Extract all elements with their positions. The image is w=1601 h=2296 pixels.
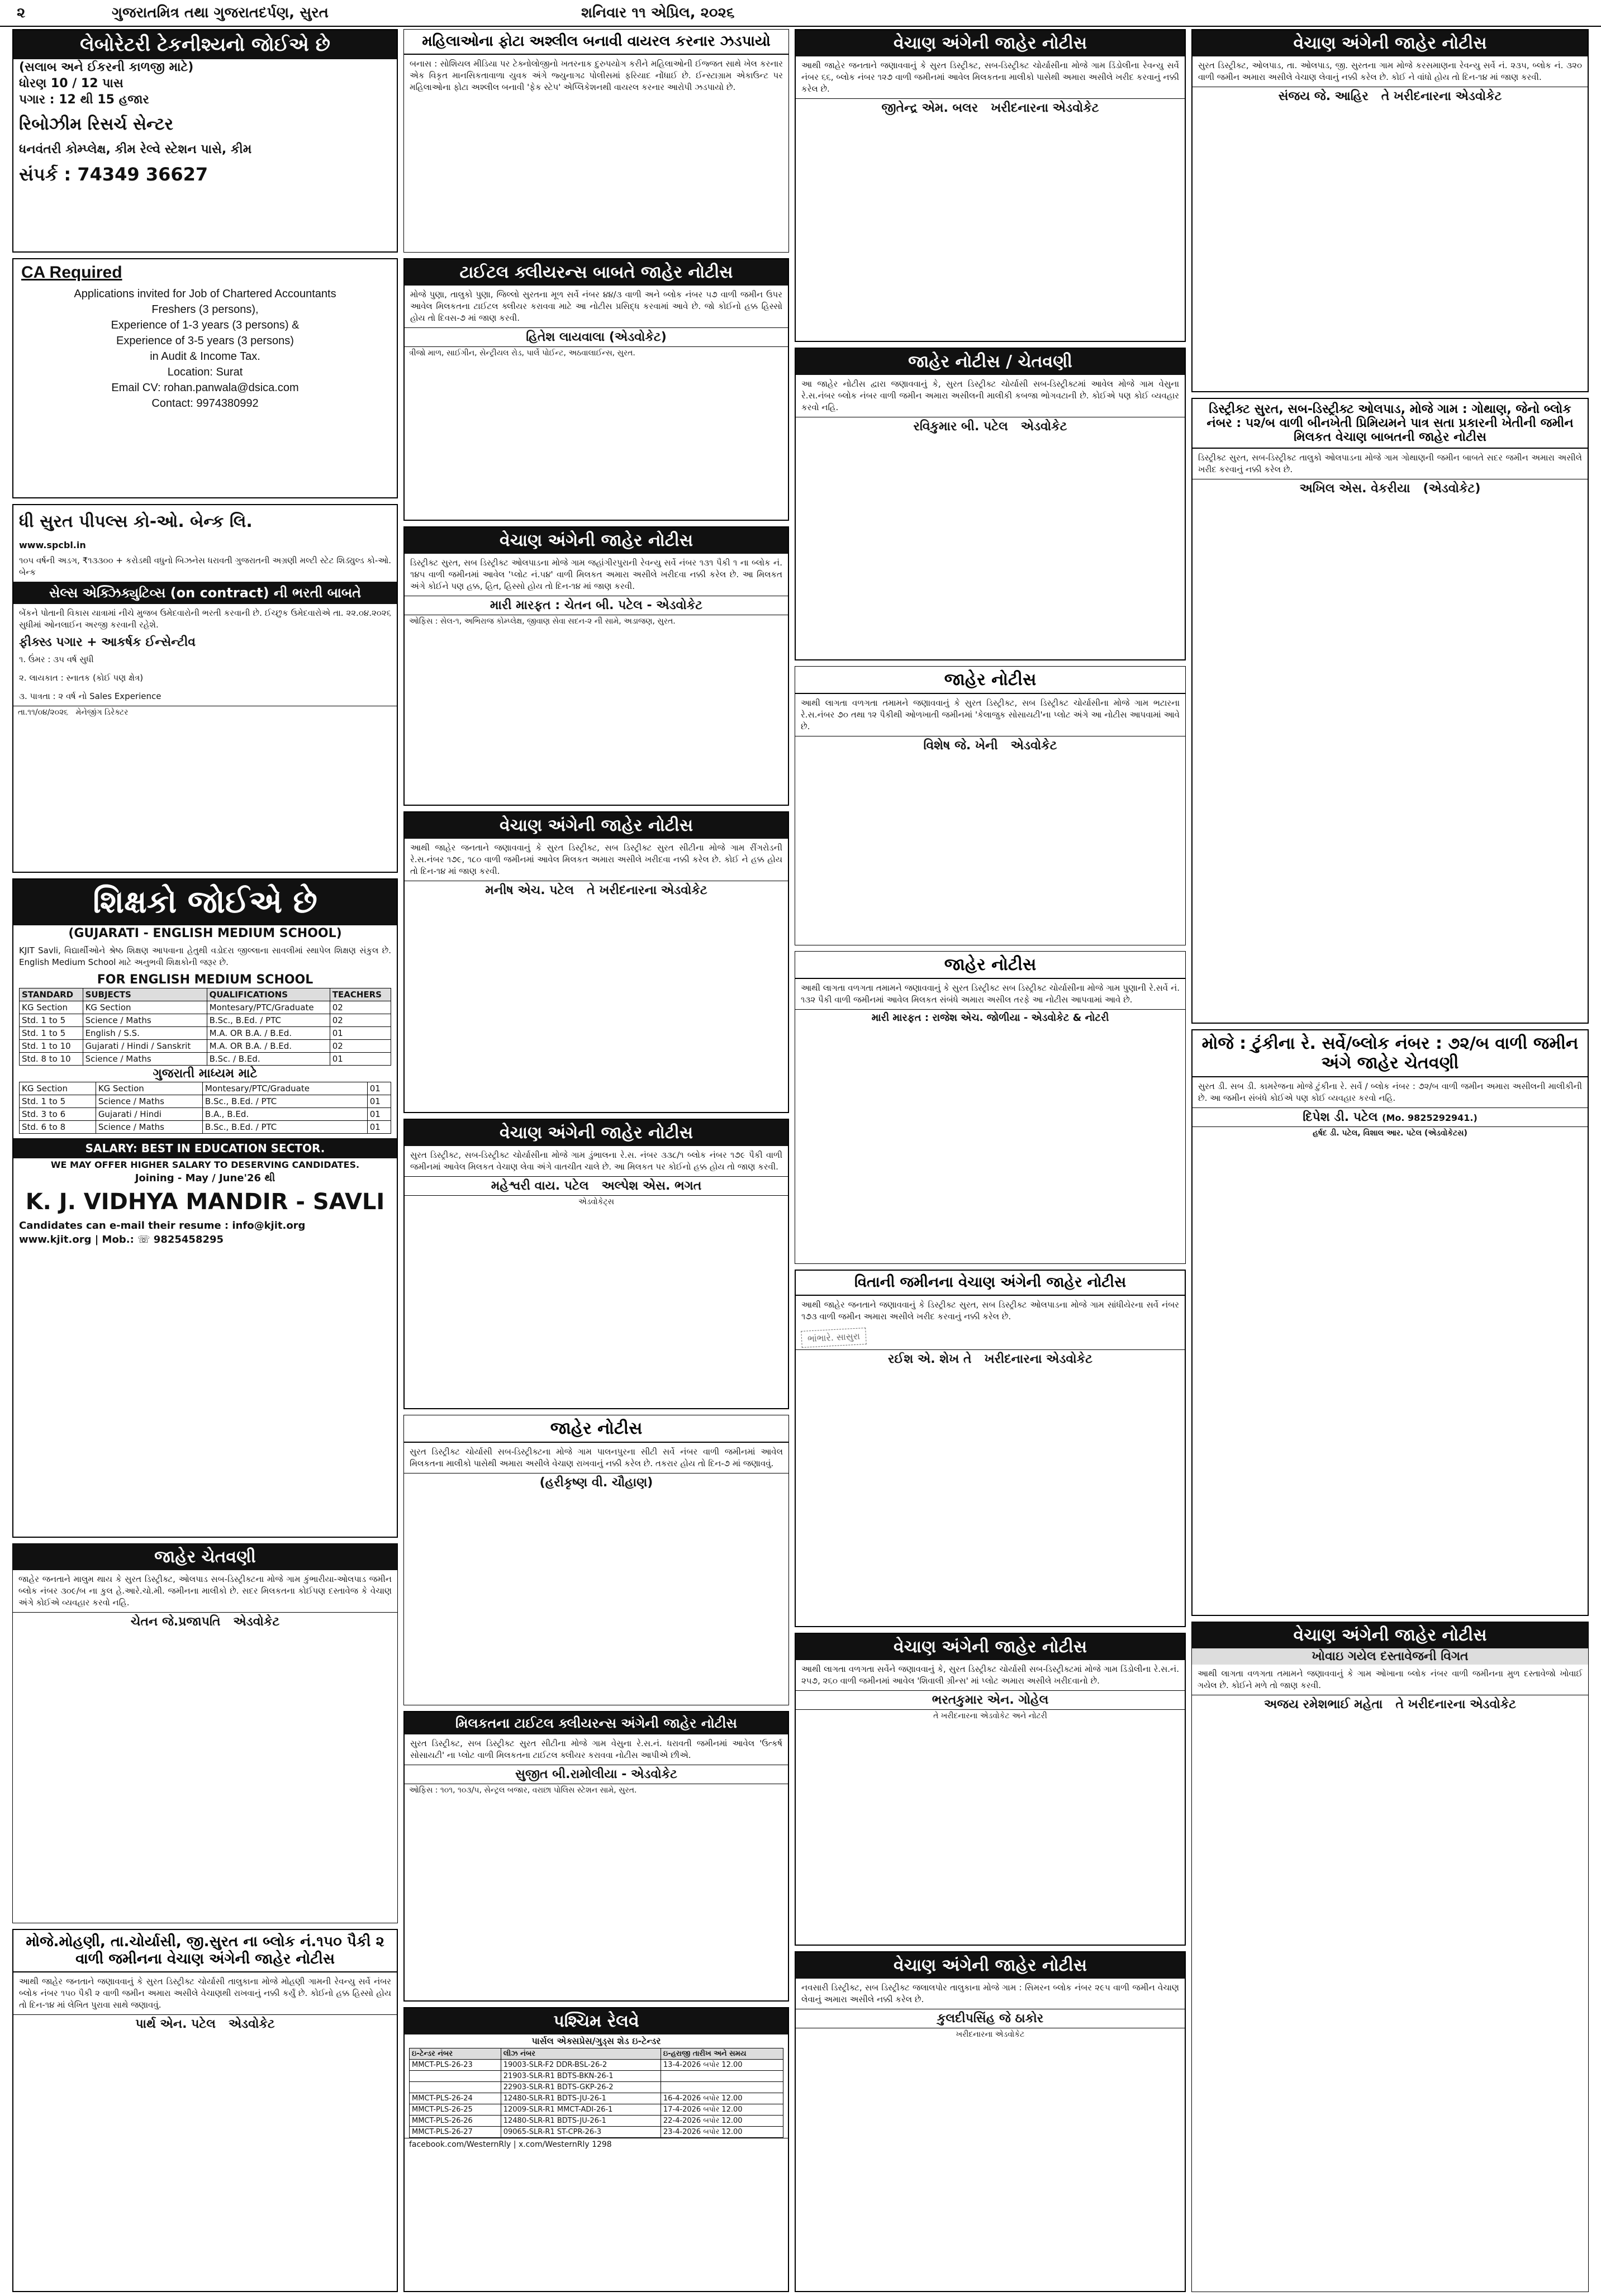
sale3-title: વેચાણ અંગેની જાહેર નોટીસ bbox=[405, 1120, 788, 1146]
sale-b-role: (એડવોકેટ) bbox=[1423, 482, 1481, 496]
sale-c-sign: અજય રમેશભાઈ મહેતા bbox=[1263, 1698, 1383, 1712]
sale-b-body: ડિસ્ટ્રીક્ટ સુરત, સબ-ડિસ્ટ્રીક્ટ તાલુકો ઓલપાડના મોજે ગામ ગોથાણની જમીન બાબતે સદર જમીન અમારા અસીલે ખરીદ કરવાનું નક્કી કરેલ છે. bbox=[1198, 453, 1582, 474]
column-2 bbox=[403, 29, 789, 2292]
sale-a-title: વેચાણ અંગેની જાહેર નોટીસ bbox=[1193, 30, 1588, 56]
sale2-title: વેચાણ અંગેની જાહેર નોટીસ bbox=[405, 812, 788, 839]
teacher-sub: (GUJARATI - ENGLISH MEDIUM SCHOOL) bbox=[68, 926, 342, 940]
ca-line: Freshers (3 persons), bbox=[151, 303, 259, 316]
title-clear-address: ત્રીજો માળ, સાઈગીન, સેન્ટ્રીયલ રોડ, પાર્લે પોઈન્ટ, અઠવાલાઈન્સ, સુરત. bbox=[405, 346, 788, 359]
sale3-sign-2: અલ્પેશ એસ. ભગત bbox=[601, 1179, 702, 1193]
warning-role: એડવોકેટ bbox=[233, 1615, 280, 1629]
sale-bottom-title: વેચાણ અંગેની જાહેર નોટીસ bbox=[796, 1952, 1185, 1979]
sale2-sign: મનીષ એચ. પટેલ bbox=[485, 883, 574, 897]
title-clearance-notice bbox=[403, 258, 789, 521]
lab-pay: પગાર : 12 થી 15 હજાર bbox=[19, 93, 149, 107]
bank-pay: ફીક્સ્ડ પગાર + આકર્ષક ઈન્સેન્ટીવ bbox=[19, 635, 196, 649]
notice5-title: મિલકતના ટાઈટલ ક્લીયરન્સ અંગેની જાહેર નોટીસ bbox=[405, 1712, 788, 1734]
sale3-body: સુરત ડિસ્ટ્રીક્ટ, સબ-ડિસ્ટ્રીક્ટ ચોર્યાસીના મોજે ગામ ડુંભાલના રે.સ. નંબર ૩૩૮/૧ બ્લોક નંબર ૧૭૯ પૈકી વાળી જમીનમાં આવેલ મિલકત વેચાણ લેવા અંગે વાતચીત ચાલે છે. આ મિલકત પર કોઈનો હક્ક હોય તો જાણ કરવી. bbox=[410, 1150, 782, 1172]
col-head: TEACHERS bbox=[330, 988, 391, 1001]
cell: 19003-SLR-F2 DDR-BSL-26-2 bbox=[501, 2060, 661, 2071]
sale-top-sign: જીતેન્દ્ર એમ. બલર bbox=[881, 101, 978, 115]
cell: B.Sc., B.Ed. / PTC bbox=[202, 1121, 367, 1134]
lab-address: ધનવંતરી કોમ્પ્લેક્ષ, કીમ રેલ્વે સ્ટેશન પાસે, કીમ bbox=[19, 142, 252, 156]
bank-body: બેંકને પોતાની વિકાસ યાત્રામાં નીચે મુજબ ઉમેદવારોની ભરતી કરવાની છે. ઈચ્છુક ઉમેદવારોએ તા. ૨૨.૦૪.૨૦૨૬ સુધીમાં ઓનલાઈન અરજી કરવાની રહેશે. bbox=[19, 608, 391, 630]
railway-table bbox=[409, 2048, 783, 2138]
cell: Gujarati / Hindi bbox=[96, 1108, 202, 1121]
warning-sign: ચેતન જે.પ્રજાપતિ bbox=[130, 1615, 221, 1629]
bank-sign: મેનેજીંગ ડિરેક્ટર bbox=[75, 708, 129, 717]
cell: MMCT-PLS-26-24 bbox=[410, 2093, 501, 2104]
ca-line: Location: Surat bbox=[167, 366, 243, 378]
sale3-role: એડવોકેટ્સ bbox=[405, 1195, 788, 1208]
sale1-address: ઓફિસ : સેલ-૧, અભિરાજ કોમ્પ્લેક્ષ, જીવાણ સેવા સદન-૨ ની સામે, અડાજણ, સુરત. bbox=[405, 615, 788, 628]
cell: 22903-SLR-R1 BDTS-GKP-26-2 bbox=[501, 2082, 661, 2093]
cell: M.A. OR B.A. / B.Ed. bbox=[207, 1027, 330, 1040]
table-row bbox=[20, 1053, 391, 1066]
table-row bbox=[410, 2116, 783, 2127]
cell: B.Sc., B.Ed. / PTC bbox=[202, 1095, 367, 1108]
cell: KG Section bbox=[20, 1082, 96, 1095]
cell: 01 bbox=[330, 1027, 391, 1040]
cell: Science / Maths bbox=[83, 1053, 207, 1066]
sale-b-sign: અખિલ એસ. વેકરીયા bbox=[1299, 482, 1410, 496]
notice-warning bbox=[795, 348, 1186, 660]
school-email: Candidates can e-mail their resume : info@kjit.org bbox=[19, 1220, 306, 1232]
table-row bbox=[20, 1121, 391, 1134]
ca-title: CA Required bbox=[21, 263, 122, 282]
cell: M.A. OR B.A. / B.Ed. bbox=[207, 1040, 330, 1053]
land-sale-sign: રઈશ એ. શેખ તે bbox=[888, 1352, 972, 1366]
table-row bbox=[20, 1014, 391, 1027]
cell: Science / Maths bbox=[96, 1095, 202, 1108]
cell: 23-4-2026 બપોર 12.00 bbox=[661, 2127, 783, 2138]
notice-warn-body: આ જાહેર નોટીસ દ્વારા જણાવવાનું કે, સુરત ડિસ્ટ્રીક્ટ ચોર્યાસી સબ-ડિસ્ટ્રીક્ટમાં આવેલ મોજે ગામ વેસુના રે.સ.નંબર બ્લોક નંબર વાળી જમીન અમારા અસીલની માલીકી કબજા ભોગવટાની છે. કોઈએ પણ કોઈ વ્યવહાર કરવો નહિ. bbox=[801, 379, 1179, 412]
notice4-body: સુરત ડિસ્ટ્રીક્ટ ચોર્યાસી સબ-ડિસ્ટ્રીક્ટના મોજે ગામ પાલનપુરના સીટી સર્વે નંબર વાળી જમીનમાં આવેલ મિલકતના માલીકો પાસેથી અમારા અસીલે વેચાણ રાખવાનું નક્કી કરેલ છે. તકરાર હોય તો દિન-૭ માં જણાવવું. bbox=[410, 1447, 783, 1468]
cell: Std. 1 to 5 bbox=[20, 1095, 96, 1108]
land-sale-notice bbox=[795, 1270, 1186, 1627]
notice-warn-title: જાહેર નોટીસ / ચેતવણી bbox=[796, 349, 1185, 375]
ca-line: in Audit & Income Tax. bbox=[150, 350, 260, 363]
cell: Science / Maths bbox=[83, 1014, 207, 1027]
ca-line: Applications invited for Job of Chartered Accountants bbox=[74, 288, 336, 300]
bank-title: ધી સુરત પીપલ્સ કો-ઓ. બેન્ક લિ. bbox=[19, 512, 253, 531]
cell: 12480-SLR-R1 BDTS-JU-26-1 bbox=[501, 2093, 661, 2104]
lab-company: રિબોઝીમ રિસર્ચ સેન્ટર bbox=[19, 115, 174, 134]
sale-mid-body: આથી લાગતા વળગતા સર્વેને જણાવવાનું કે, સુરત ડિસ્ટ્રીક્ટ ચોર્યાસી સબ-ડિસ્ટ્રીક્ટમાં મોજે ગામ ડિંડોલીના રે.સ.નં. ૨૫૭, ૨૬૦ વાળી જમીનમાં આવેલ 'શિવાલી ગ્રીન્સ' માં પ્લોટ અમારા અસીલે ખરીદવાનો છે. bbox=[801, 1664, 1179, 1686]
women-title: મહિલાઓના ફોટા અશ્લીલ બનાવી વાયરલ કરનાર ઝડપાયો bbox=[404, 30, 788, 55]
sale1-body: ડિસ્ટ્રીક્ટ સુરત, સબ ડિસ્ટ્રીક્ટ ઓલપાડના મોજે ગામ જહાંગીરપુરાની રેવન્યુ સર્વે નંબર ૧૩૧ પૈકી ૧ ના બ્લોક નં. ૧૪૫ વાળી જમીનમાં આવેલ 'પ્લોટ નં.૫૪' વાળી મિલકત અમારા અસીલે ખરીદવા નક્કી કરેલ છે. આ મિલકત અંગે કોઈને પણ હક્ક, હિત, હિસ્સો હોય તો દિન-૧૪ માં જાણ કરવી. bbox=[410, 558, 782, 591]
ca-line: Experience of 1-3 years (3 persons) & bbox=[111, 319, 300, 331]
table-row bbox=[410, 2093, 783, 2104]
mojeh-sign: પાર્થ એન. પટેલ bbox=[135, 2017, 216, 2031]
cell bbox=[661, 2071, 783, 2082]
cell: 02 bbox=[330, 1040, 391, 1053]
notice5-body: સુરત ડિસ્ટ્રીક્ટ, સબ ડિસ્ટ્રીક્ટ સુરત સીટીના મોજે ગામ વેસુના રે.સ.નં. ધરાવતી જમીનમાં આવેલ 'ઉત્કર્ષ સોસાયટી' ના પ્લોટ વાળી મિલકતના ટાઈટલ ક્લીયર કરાવવા નોટીસ આપીએ છીએ. bbox=[410, 1738, 782, 1760]
cell: 02 bbox=[330, 1014, 391, 1027]
title-clear-sign: હિતેશ લાયવાલા (એડવોકેટ) bbox=[405, 327, 788, 346]
cell bbox=[661, 2082, 783, 2093]
ca-line: Experience of 3-5 years (3 persons) bbox=[116, 335, 294, 347]
tunki-body: સુરત ડી. સબ ડી. કામરેજના મોજે ટુંકીના રે. સર્વે / બ્લોક નંબર : ૭૨/બ વાળી જમીન અમારા અસીલની માલીકીની છે. આ જમીન સંબંધે કોઈએ પણ કોઈ વ્યવહાર કરવો નહિ. bbox=[1198, 1081, 1582, 1103]
sale-bottom-sign: કુલદીપસિંહ જે ઠાકોર bbox=[937, 2012, 1044, 2026]
table-row bbox=[20, 1001, 391, 1014]
sale-notice-b bbox=[1191, 398, 1589, 1024]
cell: KG Section bbox=[96, 1082, 202, 1095]
cell: MMCT-PLS-26-23 bbox=[410, 2060, 501, 2071]
railway-footer: facebook.com/WesternRly | x.com/WesternRly 1298 bbox=[405, 2138, 788, 2151]
salary-line: SALARY: BEST IN EDUCATION SECTOR. bbox=[13, 1138, 397, 1158]
sale-notice-1 bbox=[403, 526, 789, 806]
ca-ad bbox=[12, 258, 398, 498]
ca-email: Email CV: rohan.panwala@dsica.com bbox=[111, 382, 299, 394]
cell bbox=[410, 2082, 501, 2093]
cell: B.Sc., B.Ed. / PTC bbox=[207, 1014, 330, 1027]
table-row bbox=[20, 1040, 391, 1053]
cell: 01 bbox=[367, 1121, 391, 1134]
table-row bbox=[20, 1082, 391, 1095]
table-row bbox=[20, 1108, 391, 1121]
notice5-address: ઓફિસ : ૧૦૧, ૧૦૩/૫, સેન્ટ્રલ બજાર, વરાછા પોલિસ સ્ટેશન સામે, સુરત. bbox=[405, 1784, 788, 1796]
cell: 16-4-2026 બપોર 12.00 bbox=[661, 2093, 783, 2104]
cell: 02 bbox=[330, 1001, 391, 1014]
sale-notice-2 bbox=[403, 811, 789, 1113]
cell: Std. 8 to 10 bbox=[20, 1053, 83, 1066]
cell: B.Sc. / B.Ed. bbox=[207, 1053, 330, 1066]
notice-5 bbox=[403, 1711, 789, 2002]
sale3-sign: મહેશ્વરી વાય. પટેલ bbox=[491, 1179, 589, 1193]
mojeh-title: મોજે.મોહણી, તા.ચોર્યાસી, જી.સુરત ના બ્લોક નં.૧૫૦ પૈકી ૨ વાળી જમીનના વેચાણ અંગેની જાહેર નોટીસ bbox=[13, 1930, 397, 1972]
cell: B.A., B.Ed. bbox=[202, 1108, 367, 1121]
cell: 09065-SLR-R1 ST-CPR-26-3 bbox=[501, 2127, 661, 2138]
tunki-title: મોજે : ટુંકીના રે. સર્વે/બ્લોક નંબર : ૭૨/બ વાળી જમીન અંગે જાહેર ચેતવણી bbox=[1193, 1030, 1588, 1077]
cell: 12009-SLR-R1 MMCT-ADI-26-1 bbox=[501, 2104, 661, 2116]
land-sale-body: આથી જાહેર જનતાને જણાવવાનું કે ડિસ્ટ્રીક્ટ સુરત, સબ ડિસ્ટ્રીક્ટ ઓલપાડના મોજે ગામ સાંધીયેરના સર્વે નંબર ૧૭૩ વાળી જમીન અમારા અસીલે ખરીદ કરવાનું નક્કી કરેલ છે. bbox=[801, 1300, 1179, 1321]
sale-notice-a bbox=[1191, 29, 1589, 392]
column-3 bbox=[795, 29, 1186, 2292]
joining: Joining - May / June'26 થી bbox=[135, 1172, 275, 1184]
sale-c-role: તે ખરીદનારના એડવોકેટ bbox=[1395, 1698, 1517, 1712]
bank-req: ૧. ઉંમર : ૩૫ વર્ષ સુધી bbox=[19, 654, 94, 664]
bank-notice: ૧૦૫ વર્ષની અડગ, ₹૧૩૩૦૦ + કરોડથી વધુનો બિઝનેસ ધરાવતી ગુજરાતની અગ્રણી મલ્ટી સ્ટેટ શિડ્યુલ્ડ કો-ઓ. બેન્ક bbox=[19, 555, 391, 577]
sale-c-body: આથી લાગતા વળગતા તમામને જણાવવાનું કે ગામ ઓખાના બ્લોક નંબર વાળી જમીનના મુળ દસ્તાવેજો ખોવાઈ ગયેલ છે. કોઈને મળે તો જાણ કરવી. bbox=[1198, 1668, 1583, 1690]
table-row bbox=[410, 2104, 783, 2116]
sale1-sign-pre: મારી મારફત : bbox=[490, 598, 560, 612]
vishesh-role: એડવોકેટ bbox=[1010, 739, 1057, 753]
cell: 01 bbox=[367, 1108, 391, 1121]
notice5-sign: સુજીત બી.રામોલીયા - એડવોકેટ bbox=[405, 1765, 788, 1784]
cell: KG Section bbox=[20, 1001, 83, 1014]
teacher-title: શિક્ષકો જોઈએ છે bbox=[13, 880, 397, 925]
teacher-ad bbox=[12, 878, 398, 1538]
sale-top-role: ખરીદનારના એડવોકેટ bbox=[991, 101, 1099, 115]
bank-date: તા.૧૧/૦૪/૨૦૨૬ bbox=[18, 708, 69, 717]
col-head: લીઝ નંબર bbox=[501, 2048, 661, 2060]
railway-tender bbox=[403, 2007, 789, 2292]
cell: Std. 6 to 8 bbox=[20, 1121, 96, 1134]
tunki-sign: દિપેશ ડી. પટેલ bbox=[1303, 1110, 1378, 1124]
cell: Std. 1 to 5 bbox=[20, 1027, 83, 1040]
sale1-title: વેચાણ અંગેની જાહેર નોટીસ bbox=[405, 527, 788, 554]
rajesh-body: આથી લાગતા વળગતા તમામને જણાવવાનું કે સુરત ડિસ્ટ્રીક્ટ સબ ડિસ્ટ્રીક્ટ ચોર્યાસીના મોજે ગામ પુણાની રે.સર્વે નં. ૧૩૨ પૈકી વાળી જમીનમાં આવેલ મિલકત સંબંધે અમારા અસીલ તરફે આ નોટીસ આપવામાં આવે છે. bbox=[801, 983, 1180, 1005]
sale-bottom-role: ખરીદનારના એડવોકેટ bbox=[796, 2028, 1185, 2041]
notice-warn-role: એડવોકેટ bbox=[1020, 420, 1067, 434]
notice-vishesh bbox=[795, 666, 1186, 945]
cell: 01 bbox=[330, 1053, 391, 1066]
cell: English / S.S. bbox=[83, 1027, 207, 1040]
lab-title: લેબોરેટરી ટેકનીશ્યનો જોઈએ છે bbox=[13, 30, 397, 59]
lab-ad bbox=[12, 29, 398, 253]
notice4-title: જાહેર નોટીસ bbox=[404, 1415, 788, 1443]
cell: Std. 1 to 5 bbox=[20, 1014, 83, 1027]
sale-a-body: સુરત ડિસ્ટ્રીક્ટ, ઓલપાડ, તા. ઓલપાડ, જી. સુરતના ગામ મોજે કરસમાણના રેવન્યુ સર્વે નં. ૨૩૫, બ્લોક નં. ૩૨૦ વાળી જમીન અમારા અસીલે વેચાણ લેવાનું નક્કી કરેલ છે. કોઈ ને વાંધો હોય તો દિન-૧૪ માં જાણ કરવી. bbox=[1198, 60, 1582, 82]
notice4-sign: (હરીકૃષ્ણ વી. ચૌહાણ) bbox=[404, 1473, 788, 1492]
cell: Montesary/PTC/Graduate bbox=[207, 1001, 330, 1014]
teacher-intro: KJIT Savli, વિદ્યાર્થીઓને શ્રેષ્ઠ શિક્ષણ આપવાના હેતુથી વડોદરા જીલ્લાના સાવલીમાં સ્થાપેલ શિક્ષણ સંકુલ છે. English Medium School માટે અનુભવી શિક્ષકોની જરૂર છે. bbox=[19, 945, 391, 967]
lab-req: ધોરણ 10 / 12 પાસ bbox=[19, 77, 123, 91]
sale-notice-bottom bbox=[795, 1951, 1186, 2292]
sale2-role: તે ખરીદનારના એડવોકેટ bbox=[586, 883, 707, 897]
mojeh-notice bbox=[12, 1929, 398, 2292]
table-row bbox=[20, 1027, 391, 1040]
school-web: www.kjit.org | Mob.: ☏ 9825458295 bbox=[19, 1234, 224, 1246]
sale2-body: આથી જાહેર જનતાને જણાવવાનું કે સુરત ડિસ્ટ્રીક્ટ, સબ ડિસ્ટ્રીક્ટ સુરત સીટીના મોજે ગામ રીંગરોડની રે.સ.નંબર ૧૭૯, ૧૮૦ વાળી જમીનમાં આવેલ મિલકત અમારા અસીલે ખરીદવા નક્કી કરેલ છે. કોઈ ને હક્ક હોય તો દિન-૧૪ માં જાણ કરવી. bbox=[410, 843, 782, 876]
news-women bbox=[403, 29, 789, 253]
salary-line-2: WE MAY OFFER HIGHER SALARY TO DESERVING CANDIDATES. bbox=[50, 1159, 360, 1170]
sale-c-sub: ખોવાઇ ગયેલ દસ્તાવેજની વિગત bbox=[1192, 1648, 1588, 1665]
cell: MMCT-PLS-26-25 bbox=[410, 2104, 501, 2116]
masthead bbox=[0, 0, 1601, 27]
sale-mid-title: વેચાણ અંગેની જાહેર નોટીસ bbox=[796, 1634, 1185, 1660]
cell: 13-4-2026 બપોર 12.00 bbox=[661, 2060, 783, 2071]
cell: 12480-SLR-R1 BDTS-JU-26-1 bbox=[501, 2116, 661, 2127]
sale-notice-mid bbox=[795, 1633, 1186, 1946]
cell: KG Section bbox=[83, 1001, 207, 1014]
sale-mid-role: તે ખરીદનારના એડવોકેટ અને નોટરી bbox=[796, 1709, 1185, 1722]
col-head: STANDARD bbox=[20, 988, 83, 1001]
table-row bbox=[410, 2071, 783, 2082]
bank-ad bbox=[12, 504, 398, 873]
cell: 01 bbox=[367, 1095, 391, 1108]
women-body: બનાસ : સોશિયલ મીડિયા પર ટેક્નોલોજીનો ખતરનાક દુરુપયોગ કરીને મહિલાઓની ઈજ્જત સાથે ખેલ કરનાર એક વિકૃત માનસિકતાવાળા યુવક અંગે જ્યુનાગઢ પોલીસમાં ફરિયાદ નોંધાઈ છે. ઈન્સ્ટાગ્રામ એકાઉન્ટ પર મહિલાઓના ફોટા અશ્લીલ બનાવી 'ફેક સ્ટેપ' એપ્લિકેશનથી વાયરલ કરનાર આરોપી ઝડપાયો છે. bbox=[410, 59, 783, 92]
sale-top-title: વેચાણ અંગેની જાહેર નોટીસ bbox=[796, 30, 1185, 56]
col-head: ઇ-હરાજી તારીખ અને સમય bbox=[661, 2048, 783, 2060]
page-number: ૨ bbox=[17, 4, 26, 21]
land-sale-role: ખરીદનારના એડવોકેટ bbox=[984, 1352, 1092, 1366]
table-row bbox=[20, 1095, 391, 1108]
cell: Gujarati / Hindi / Sanskrit bbox=[83, 1040, 207, 1053]
notice-4 bbox=[403, 1415, 789, 1705]
railway-sub: પાર્સલ એક્સપ્રેસ/ગુડ્સ શેડ ઇ-ટેન્ડર bbox=[531, 2036, 661, 2046]
table-row bbox=[410, 2082, 783, 2093]
vishesh-body: આથી લાગતા વળગતા તમામને જણાવવાનું કે સુરત ડિસ્ટ્રીક્ટ, સબ ડિસ્ટ્રીક્ટ ચોર્યાસીના મોજે ગામ ભટારના રે.સ.નંબર ૭૦ તથા ૧૨ પૈકીથી ઓળખાતી જમીનમાં 'કેલાજુક સોસાયટી'ના પ્લોટ અંગે આ નોટીસ આપવામાં આવે છે. bbox=[801, 698, 1180, 731]
sale-a-role: તે ખરીદનારના એડવોકેટ bbox=[1381, 89, 1502, 103]
english-head: FOR ENGLISH MEDIUM SCHOOL bbox=[97, 973, 313, 987]
ca-contact: Contact: 9974380992 bbox=[151, 397, 259, 410]
sale1-sign: ચેતન બી. પટેલ - એડવોકેટ bbox=[564, 598, 703, 612]
lab-sub: (સલાબ અને ઈકરની કાળજી માટે) bbox=[19, 60, 194, 74]
mojeh-role: એડવોકેટ bbox=[228, 2017, 275, 2031]
column-1 bbox=[12, 29, 398, 2292]
sale-notice-top bbox=[795, 29, 1186, 342]
col-head: QUALIFICATIONS bbox=[207, 988, 330, 1001]
gujarati-table bbox=[19, 1082, 391, 1134]
title-clear-title: ટાઈટલ ક્લીયરન્સ બાબતે જાહેર નોટીસ bbox=[405, 259, 788, 286]
warning-body: જાહેર જનતાને માલુમ થાય કે સુરત ડિસ્ટ્રીક્ટ, ઓલપાડ સબ-ડિસ્ટ્રીક્ટના મોજે ગામ કુંભારીયા-ઓલપાડ જમીન બ્લોક નંબર ૩૦૯/બ ના કુલ હે.આરે.ચો.મી. જમીનના માલીકો છે. સદર મિલકતના કોઈપણ દસ્તાવેજ કે વેચાણ અંગે કોઈએ વ્યવહાર કરવો નહિ. bbox=[18, 1574, 392, 1608]
gujarati-head: ગુજરાતી માધ્યમ માટે bbox=[153, 1067, 258, 1081]
cell: MMCT-PLS-26-27 bbox=[410, 2127, 501, 2138]
cell: 22-4-2026 બપોર 12.00 bbox=[661, 2116, 783, 2127]
warning-notice bbox=[12, 1543, 398, 1923]
col-head: ઇ-ટેન્ડર નંબર bbox=[410, 2048, 501, 2060]
paper-name: ગુજરાતમિત્ર તથા ગુજરાતદર્પણ, સુરત bbox=[112, 4, 329, 21]
lab-contact: સંપર્ક : 74349 36627 bbox=[19, 164, 208, 185]
land-sale-title: વિતાની જમીનના વેચાણ અંગેની જાહેર નોટીસ bbox=[796, 1271, 1185, 1296]
rajesh-sign: મારી મારફત : રાજેશ એચ. જોળીયા - એડવોકેટ & નોટરી bbox=[795, 1009, 1185, 1026]
bank-band: સેલ્સ એક્ઝિક્યુટિવ્સ (on contract) ની ભરતી બાબતે bbox=[13, 582, 397, 604]
vishesh-sign: વિશેષ જે. ખેની bbox=[923, 739, 998, 753]
sale-bottom-body: નવસારી ડિસ્ટ્રીક્ટ, સબ ડિસ્ટ્રીક્ટ જલાલપોર તાલુકાના મોજે ગામ : સિમરન બ્લોક નંબર ૨૯૫ વાળી જમીન વેચાણ લેવાનું અમારા અસીલે નક્કી કરેલ છે. bbox=[801, 1983, 1179, 2004]
rajesh-title: જાહેર નોટીસ bbox=[795, 952, 1185, 979]
sale-notice-c bbox=[1191, 1622, 1589, 2292]
sale-notice-3 bbox=[403, 1119, 789, 1409]
signature-stamp: ભાંભારે. સાસુરા bbox=[801, 1328, 866, 1348]
bank-req: ૩. પાત્રતા : ૨ વર્ષ નો Sales Experience bbox=[19, 691, 161, 701]
english-table bbox=[19, 988, 391, 1066]
tunki-mob: (Mo. 9825292941.) bbox=[1382, 1113, 1478, 1123]
sale-mid-sign: ભરતકુમાર એન. ગોહેલ bbox=[932, 1693, 1049, 1707]
paper-date: શનિવાર ૧૧ એપ્રિલ, ૨૦૨૬ bbox=[581, 4, 735, 21]
cell: Montesary/PTC/Graduate bbox=[202, 1082, 367, 1095]
cell: 17-4-2026 બપોર 12.00 bbox=[661, 2104, 783, 2116]
cell: Std. 3 to 6 bbox=[20, 1108, 96, 1121]
railway-title: પશ્ચિમ રેલવે bbox=[405, 2008, 788, 2034]
column-4 bbox=[1191, 29, 1589, 2292]
tunki-warning bbox=[1191, 1029, 1589, 1616]
notice-warn-sign: રવિકુમાર બી. પટેલ bbox=[913, 420, 1008, 434]
title-clear-body: મોજે પુણા, તાલુકો પુણા, જિલ્લો સુરતના મૂળ સર્વે નંબર ૪૪/૩ વાળી અને બ્લોક નંબર ૫૭ વાળી જમીન ઉપર આવેલ મિલકતના ટાઈટલ ક્લીયર કરાવવા માટે આ નોટીસ પ્રસિદ્ધ કરવામાં આવે છે. જો કોઈનો હક્ક હિસ્સો હોય તો દિવસ-૭ માં જાણ કરવી. bbox=[410, 289, 782, 323]
mojeh-body: આથી જાહેર જનતાને જણાવવાનું કે સુરત ડિસ્ટ્રીક્ટ ચોર્યાસી તાલુકાના મોજે મોહણી ગામની રેવન્યુ સર્વે નંબર બ્લોક નંબર ૧૫૦ પૈકી ૨ વાળી જમીન અમારા અસીલે વેચાણથી રાખવાનું નક્કી કર્યું છે. કોઈનો હક્ક હિસ્સો હોય તો દિન-૧૪ માં લેખિત પુરાવા સાથે જણાવવું. bbox=[19, 1976, 391, 2010]
sale-top-body: આથી જાહેર જનતાને જણાવવાનું કે સુરત ડિસ્ટ્રીક્ટ, સબ-ડિસ્ટ્રીક્ટ ચોર્યાસીના મોજે ગામ ડિંડોલીના રેવન્યુ સર્વે નંબર ૬૬, બ્લોક નંબર ૧૨૭ વાળી જમીનમાં આવેલ મિલકતના માલીકો પાસેથી અમારા અસીલે ખરીદ કરવાનું નક્કી કરેલ છે. bbox=[801, 60, 1179, 94]
table-row bbox=[410, 2127, 783, 2138]
school-name: K. J. VIDHYA MANDIR - SAVLI bbox=[25, 1189, 385, 1215]
bank-req: ૨. લાયકાત : સ્નાતક (કોઈ પણ ક્ષેત્ર) bbox=[19, 673, 144, 683]
cell: Std. 1 to 10 bbox=[20, 1040, 83, 1053]
sale-c-title: વેચાણ અંગેની જાહેર નોટીસ bbox=[1192, 1622, 1588, 1648]
vishesh-title: જાહેર નોટીસ bbox=[795, 667, 1185, 694]
cell: Science / Maths bbox=[96, 1121, 202, 1134]
bank-url: www.spcbl.in bbox=[19, 540, 86, 550]
cell: 21903-SLR-R1 BDTS-BKN-26-1 bbox=[501, 2071, 661, 2082]
notice-rajesh bbox=[795, 951, 1186, 1264]
warning-title: જાહેર ચેતવણી bbox=[13, 1544, 397, 1570]
col-head: SUBJECTS bbox=[83, 988, 207, 1001]
table-row bbox=[410, 2060, 783, 2071]
tunki-sign-2: હર્ષદ ડી. પટેલ, વિશાલ આર. પટેલ (એડવોકેટસ) bbox=[1193, 1126, 1588, 1139]
cell: 01 bbox=[367, 1082, 391, 1095]
sale-b-title: ડિસ્ટ્રીક્ટ સુરત, સબ-ડિસ્ટ્રીક્ટ ઓલપાડ, મોજે ગામ : ગોથાણ, જેનો બ્લોક નંબર : ૫૨/બ વાળી બીનખેતી પ્રિમિયમને પાત્ર સતા પ્રકારની ખેતીની જમીન મિલકત વેચાણ બાબતની જાહેર નોટીસ bbox=[1193, 399, 1588, 449]
sale-a-sign: સંજય જે. આહિર bbox=[1278, 89, 1369, 103]
cell: MMCT-PLS-26-26 bbox=[410, 2116, 501, 2127]
cell bbox=[410, 2071, 501, 2082]
